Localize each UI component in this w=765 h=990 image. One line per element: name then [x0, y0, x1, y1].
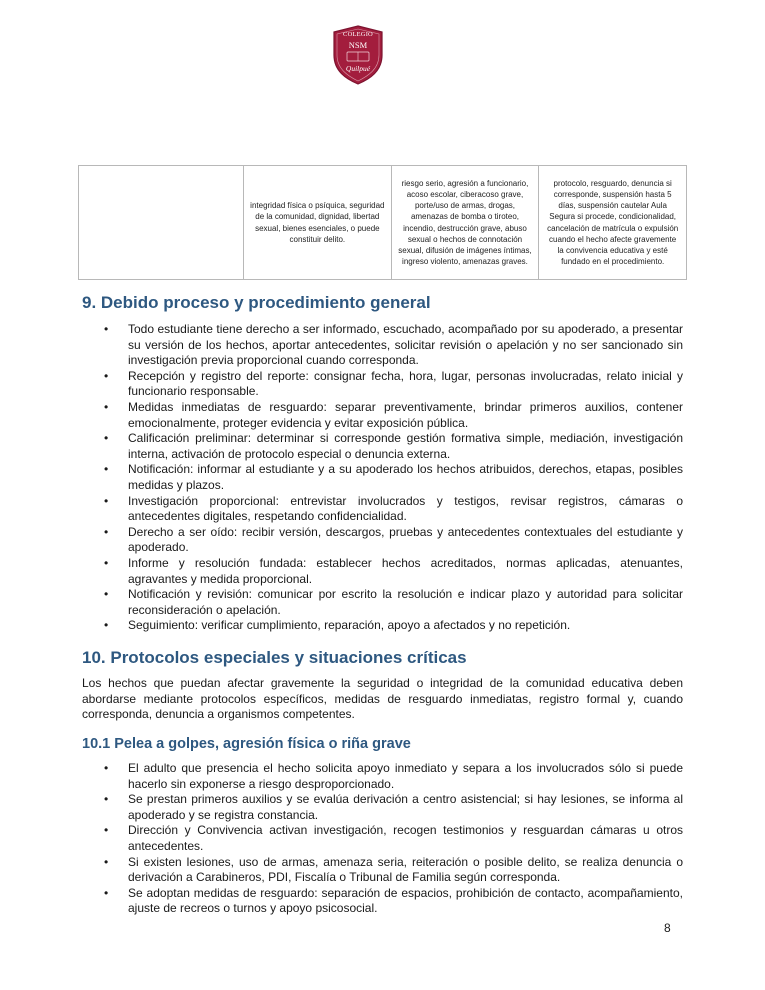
list-item	[100, 886, 683, 917]
list-item-text: Investigación proporcional: entrevistar involucrados y testigos, revisar registros, cámaras o antecedentes digitales, respetando confidencialidad.	[128, 493, 683, 524]
bullet-icon: •	[104, 792, 109, 807]
list-item	[100, 587, 683, 618]
bullet-icon: •	[104, 854, 109, 869]
list-item	[100, 462, 683, 493]
conduct-table	[78, 165, 687, 280]
list-item	[100, 431, 683, 462]
list-item-text: Si existen lesiones, uso de armas, amenaza seria, reiteración o posible delito, se realiza denuncia o derivación a Carabineros, PDI, Fiscalía o Tribunal de Familia según corresponda.	[128, 854, 683, 885]
list-item-text: Recepción y registro del reporte: consignar fecha, hora, lugar, personas involucradas, relato inicial y funcionario responsable.	[128, 368, 683, 399]
list-item	[100, 525, 683, 556]
bullet-icon: •	[104, 462, 109, 477]
list-item	[100, 618, 683, 634]
crest-text-quilpue: Quilpué	[345, 64, 371, 73]
bullet-icon: •	[104, 493, 109, 508]
bullet-icon: •	[104, 368, 109, 383]
list-item-text: Informe y resolución fundada: establecer hechos acreditados, normas aplicadas, atenuantes, agravantes y medida proporcional.	[128, 555, 683, 586]
bullet-icon: •	[104, 823, 109, 838]
section-10-1-list	[100, 761, 683, 917]
list-item-text: Dirección y Convivencia activan investigación, recogen testimonios y resguardan cámaras u otros antecedentes.	[128, 823, 683, 853]
list-item-text: El adulto que presencia el hecho solicita apoyo inmediato y separa a los involucrados sólo si puede hacerlo sin exponerse a riesgo desproporcionado.	[128, 761, 683, 791]
list-item-text: Medidas inmediatas de resguardo: separar preventivamente, brindar primeros auxilios, contener emocionalmente, proteger evidencia y evitar exposición pública.	[128, 399, 683, 430]
bullet-icon: •	[104, 399, 109, 414]
list-item	[100, 792, 683, 823]
list-item-text: Notificación: informar al estudiante y a su apoderado los hechos atribuidos, derechos, etapas, posibles medidas y plazos.	[128, 462, 683, 492]
bullet-icon: •	[104, 885, 109, 900]
bullet-icon: •	[104, 555, 109, 570]
table-cell: protocolo, resguardo, denuncia si corresponde, suspensión hasta 5 días, suspensión cautelar Aula Segura si procede, condicionalidad, cancelación de matrícula o expulsión cuando el hecho afecte gravemente la convivencia educativa y esté fundado en el procedimiento.	[539, 166, 687, 280]
list-item-text: Derecho a ser oído: recibir versión, descargos, pruebas y antecedentes contextuales del estudiante y apoderado.	[128, 524, 683, 555]
list-item-text: Se adoptan medidas de resguardo: separación de espacios, prohibición de contacto, acompañamiento, ajuste de recreos o turnos y apoyo psicosocial.	[128, 885, 683, 916]
list-item-text: Calificación preliminar: determinar si corresponde gestión formativa simple, mediación, investigación interna, activación de protocolo especial o denuncia externa.	[128, 431, 683, 461]
bullet-icon: •	[104, 322, 109, 336]
page-number: 8	[664, 921, 671, 935]
list-item	[100, 322, 683, 369]
table-cell: riesgo serio, agresión a funcionario, acoso escolar, ciberacoso grave, porte/uso de armas, drogas, amenazas de bomba o tiroteo, incendio, destrucción grave, abuso sexual o hechos de connotación sexual, difusión de imágenes íntimas, ingreso violento, amenazas graves.	[391, 166, 539, 280]
list-item	[100, 855, 683, 886]
list-item	[100, 761, 683, 792]
bullet-icon: •	[104, 587, 109, 602]
list-item	[100, 400, 683, 431]
section-10-1-heading: 10.1 Pelea a golpes, agresión física o riña grave	[82, 736, 411, 752]
list-item-text: Seguimiento: verificar cumplimiento, reparación, apoyo a afectados y no repetición.	[128, 618, 571, 633]
school-crest-logo	[331, 25, 385, 85]
list-item-text: Se prestan primeros auxilios y se evalúa derivación a centro asistencial; si hay lesiones, se informa al apoderado y se registra constancia.	[128, 792, 683, 822]
table-cell: integridad física o psíquica, seguridad de la comunidad, dignidad, libertad sexual, bienes esenciales, o puede constituir delito.	[244, 166, 392, 280]
section-10-intro: Los hechos que puedan afectar gravemente la seguridad o integridad de la comunidad educativa deben abordarse mediante protocolos específicos, medidas de resguardo inmediatas, registro formal y, cuando corresponda, denuncia a organismos competentes.	[82, 676, 683, 722]
list-item-text: Todo estudiante tiene derecho a ser informado, escuchado, acompañado por su apoderado, a presentar su versión de los hechos, aportar antecedentes, solicitar revisión o apelación y no ser sancionado sin investigación previa proporcional cuando corresponda.	[128, 322, 683, 368]
crest-text-nsm: NSM	[348, 40, 368, 50]
section-9-heading: 9. Debido proceso y procedimiento general	[82, 293, 431, 312]
list-item	[100, 369, 683, 400]
list-item	[100, 556, 683, 587]
list-item-text: Notificación y revisión: comunicar por escrito la resolución e indicar plazo y autoridad para solicitar reconsideración o apelación.	[128, 587, 683, 617]
list-item	[100, 823, 683, 854]
bullet-icon: •	[104, 618, 109, 633]
bullet-icon: •	[104, 431, 109, 446]
list-item	[100, 494, 683, 525]
section-10-heading: 10. Protocolos especiales y situaciones críticas	[82, 648, 467, 667]
table-row	[79, 166, 687, 280]
section-9-list	[100, 322, 683, 634]
table-cell	[79, 166, 244, 280]
bullet-icon: •	[104, 761, 109, 775]
crest-text-colegio: COLEGIO	[343, 31, 373, 38]
bullet-icon: •	[104, 524, 109, 539]
